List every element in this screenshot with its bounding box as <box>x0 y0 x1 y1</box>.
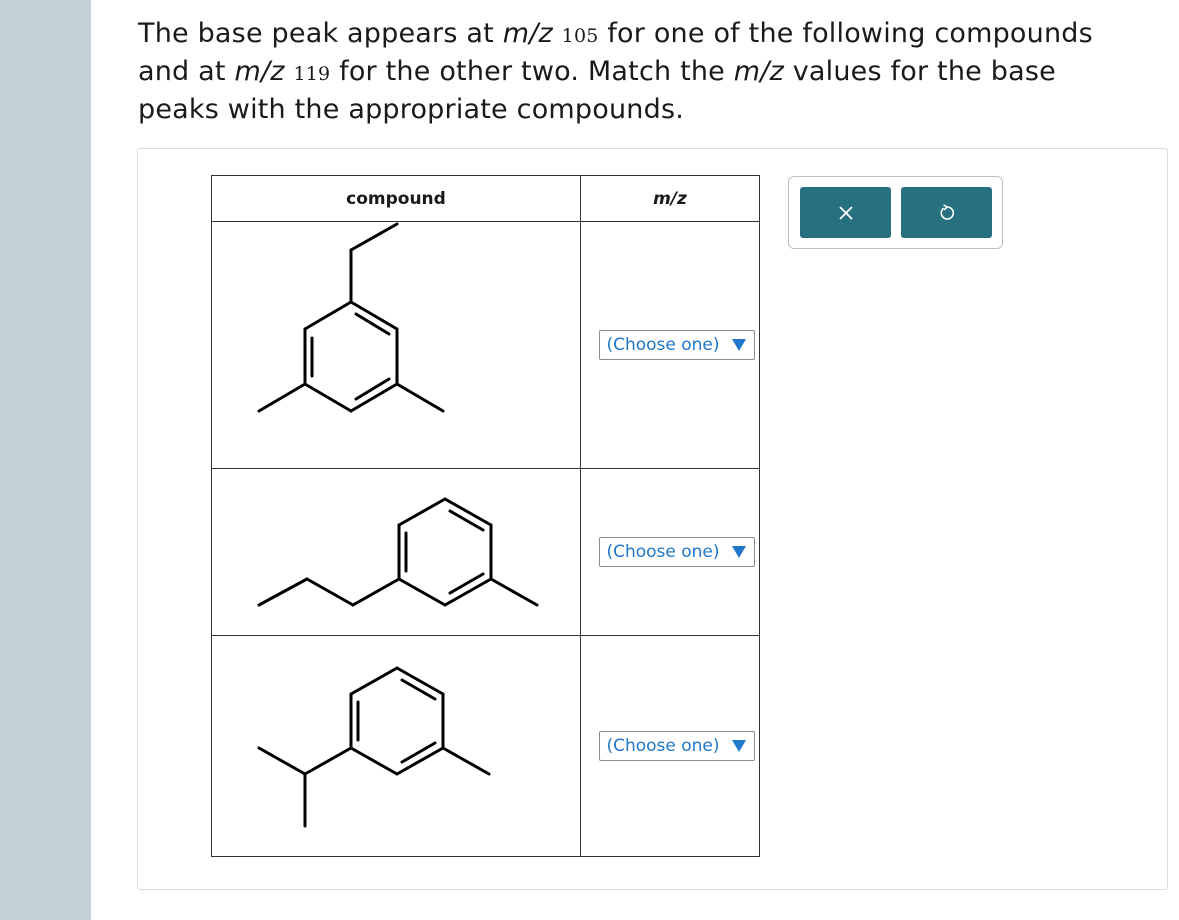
mz-select-3-value: (Choose one) <box>606 736 720 756</box>
mz-select-1-value: (Choose one) <box>606 335 720 355</box>
header-mz: m/z <box>581 176 760 222</box>
table-row <box>212 469 760 636</box>
close-icon <box>838 205 854 221</box>
clear-button[interactable] <box>800 187 891 238</box>
left-rail <box>0 0 91 920</box>
mz-select-1[interactable] <box>599 330 754 360</box>
tool-box <box>788 176 1003 249</box>
undo-button[interactable] <box>901 187 992 238</box>
answer-table <box>211 175 760 857</box>
mz-cell-3 <box>581 636 760 857</box>
undo-icon <box>938 204 956 222</box>
mz-select-2[interactable] <box>599 537 754 567</box>
mz-select-3[interactable] <box>599 731 754 761</box>
structure-cell-1 <box>212 222 581 469</box>
header-compound: compound <box>212 176 581 222</box>
table-row <box>212 636 760 857</box>
dropdown-arrow-icon <box>732 339 746 351</box>
structure-3-propyltoluene <box>212 469 580 635</box>
question-text: The base peak appears at m/z 105 for one of the following compounds and at m/z 119 for the other two. Match the m/z values for the base peaks with the appropriate compounds. <box>138 18 1093 125</box>
structure-cell-2 <box>212 469 581 636</box>
structure-3-ethyl-5-methyltoluene <box>212 222 580 468</box>
dropdown-arrow-icon <box>732 546 746 558</box>
dropdown-arrow-icon <box>732 740 746 752</box>
structure-cell-3 <box>212 636 581 857</box>
mz-cell-1 <box>581 222 760 469</box>
structure-3-isopropyltoluene <box>212 636 580 856</box>
mz-cell-2 <box>581 469 760 636</box>
table-header-row <box>212 176 760 222</box>
mz-select-2-value: (Choose one) <box>606 542 720 562</box>
table-row <box>212 222 760 469</box>
